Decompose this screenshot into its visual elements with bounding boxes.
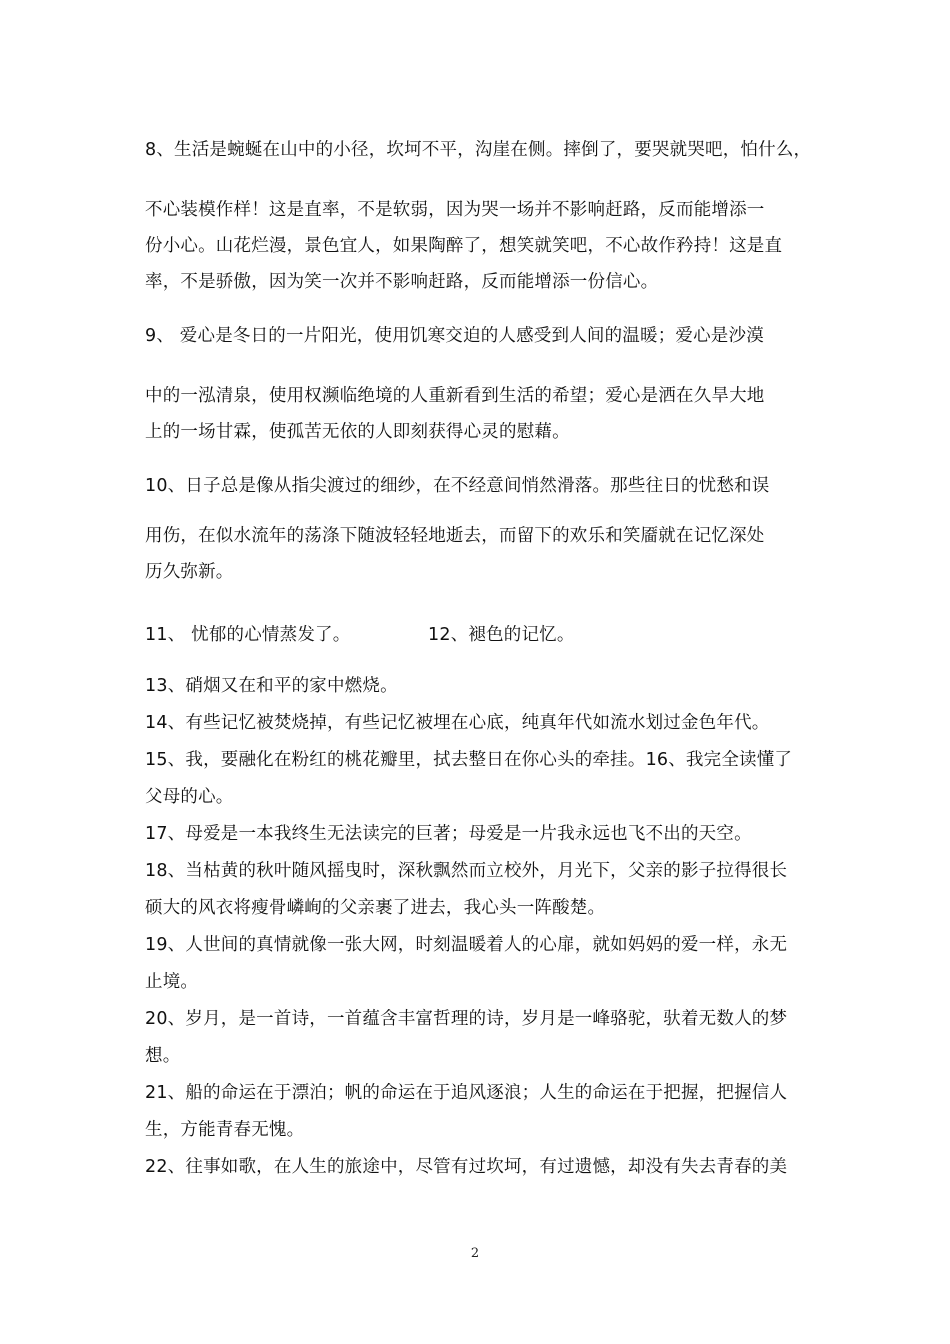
line: 10、日子总是像从指尖渡过的细纱，在不经意间悄然滑落。那些往日的忧愁和误 bbox=[145, 476, 770, 496]
paragraph-8 bbox=[145, 136, 813, 304]
list-item: 21、船的命运在于漂泊；帆的命运在于追风逐浪；人生的命运在于把握，把握信人 bbox=[145, 1083, 788, 1103]
list-item: 20、岁月，是一首诗，一首蕴含丰富哲理的诗，岁月是一峰骆驼，驮着无数人的梦 bbox=[145, 1009, 788, 1029]
list-item: 15、我，要融化在粉红的桃花瓣里，拭去整日在你心头的牵挂。16、我完全读懂了 bbox=[145, 750, 793, 770]
short-items-list bbox=[145, 668, 813, 1186]
list-item: 17、母爱是一本我终生无法读完的巨著；母爱是一片我永远也飞不出的天空。 bbox=[145, 824, 752, 844]
line: 率，不是骄傲，因为笑一次并不影响赶路，反而能增添一份信心。 bbox=[145, 272, 659, 292]
list-item-continued: 硕大的风衣将瘦骨嶙峋的父亲裹了进去，我心头一阵酸楚。 bbox=[145, 898, 606, 918]
line: 份小心。山花烂漫，景色宜人，如果陶醉了，想笑就笑吧，不心故作矜持！这是直 bbox=[145, 236, 783, 256]
page-number: 2 bbox=[470, 1246, 480, 1261]
line: 8、生活是蜿蜒在山中的小径，坎坷不平，沟崖在侧。摔倒了，要哭就哭吧，怕什么， bbox=[145, 140, 812, 160]
line: 9、 爱心是冬日的一片阳光，使用饥寒交迫的人感受到人间的温暖；爱心是沙漠 bbox=[145, 326, 764, 346]
list-item-continued: 止境。 bbox=[145, 972, 199, 992]
list-item-continued: 想。 bbox=[145, 1046, 181, 1066]
list-item: 14、有些记忆被焚烧掉，有些记忆被埋在心底，纯真年代如流水划过金色年代。 bbox=[145, 713, 770, 733]
item-12: 12、褪色的记忆。 bbox=[428, 625, 575, 645]
list-item-continued: 生，方能青春无愧。 bbox=[145, 1120, 305, 1140]
line: 中的一泓清泉，使用权濒临绝境的人重新看到生活的希望；爱心是洒在久旱大地 bbox=[145, 386, 765, 406]
list-item: 19、人世间的真情就像一张大网，时刻温暖着人的心扉，就如妈妈的爱一样，永无 bbox=[145, 935, 788, 955]
list-item: 18、当枯黄的秋叶随风摇曳时，深秋飘然而立校外，月光下，父亲的影子拉得很长 bbox=[145, 861, 788, 881]
paragraph-10 bbox=[145, 472, 813, 594]
list-item: 13、硝烟又在和平的家中燃烧。 bbox=[145, 676, 398, 696]
line: 用伤，在似水流年的荡涤下随波轻轻地逝去，而留下的欢乐和笑靥就在记忆深处 bbox=[145, 526, 765, 546]
paragraph-9 bbox=[145, 322, 813, 454]
item-11: 11、 忧郁的心情蒸发了。 bbox=[145, 625, 351, 645]
list-item: 22、往事如歌，在人生的旅途中，尽管有过坎坷，有过遗憾，却没有失去青春的美 bbox=[145, 1157, 788, 1177]
list-item-continued: 父母的心。 bbox=[145, 787, 234, 807]
line: 上的一场甘霖，使孤苦无依的人即刻获得心灵的慰藉。 bbox=[145, 422, 570, 442]
line: 历久弥新。 bbox=[145, 562, 234, 582]
line: 不心装模作样！这是直率，不是软弱，因为哭一场并不影响赶路，反而能增添一 bbox=[145, 200, 765, 220]
